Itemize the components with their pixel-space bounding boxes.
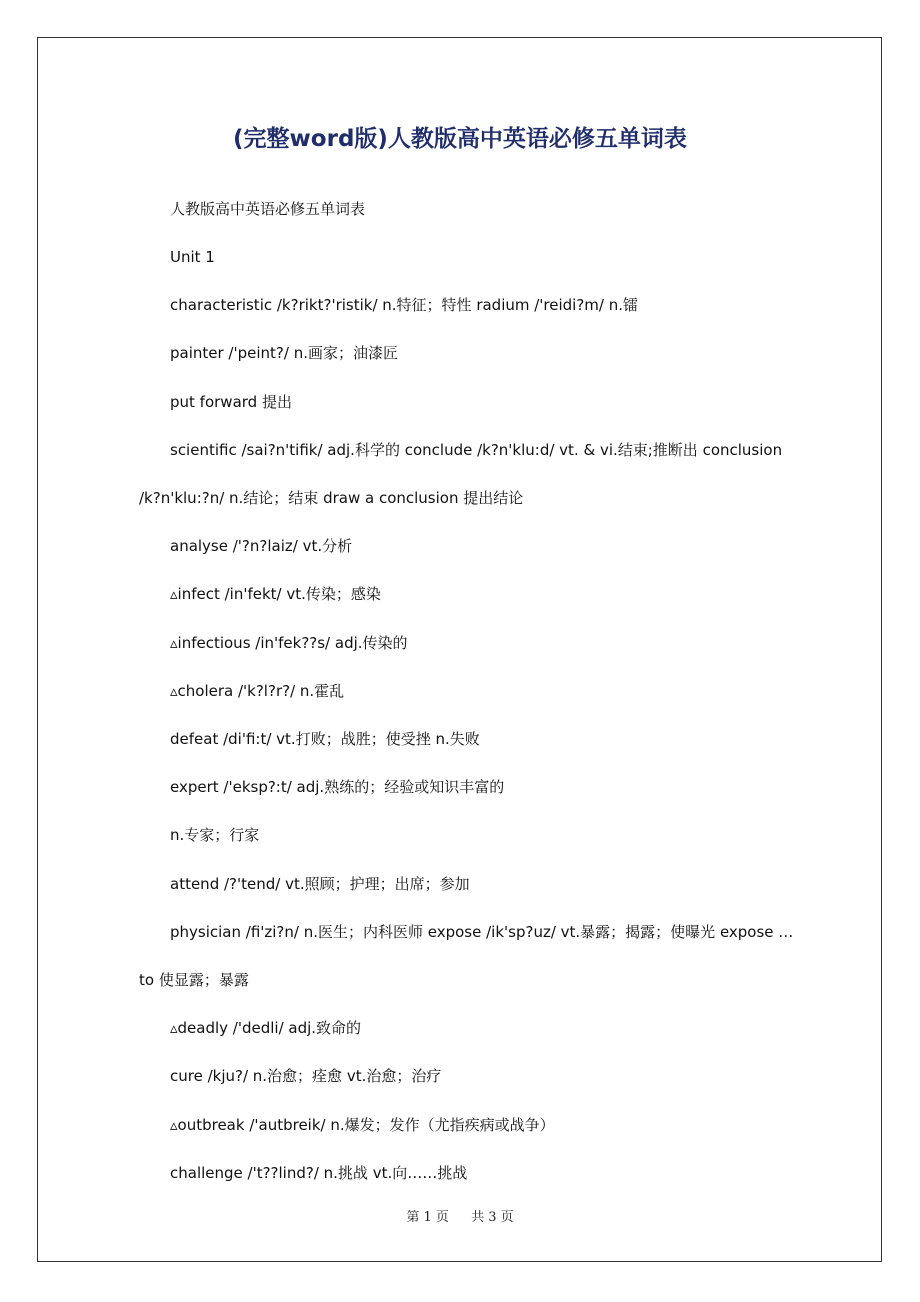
- text-line: cure /kju?/ n.治愈；痊愈 vt.治愈；治疗: [170, 1067, 442, 1085]
- text-line: Unit 1: [170, 248, 215, 266]
- text-line: analyse /'?n?laiz/ vt.分析: [170, 537, 353, 555]
- text-line: characteristic /k?rikt?'ristik/ n.特征；特性 radium /'reidi?m/ n.镭: [170, 296, 639, 314]
- text-line: ▵outbreak /'autbreik/ n.爆发；发作（尤指疾病或战争）: [170, 1116, 555, 1134]
- document-title: (完整word版)人教版高中英语必修五单词表: [233, 126, 687, 152]
- page-total: 共 3 页: [471, 1210, 514, 1225]
- page-border: [37, 37, 882, 1262]
- text-line: 人教版高中英语必修五单词表: [170, 200, 366, 218]
- text-line: ▵infectious /in'fek??s/ adj.传染的: [170, 634, 408, 652]
- text-line: ▵deadly /'dedli/ adj.致命的: [170, 1019, 362, 1037]
- page-footer: [0, 1206, 920, 1225]
- text-line: to 使显露；暴露: [139, 971, 249, 989]
- text-line: ▵cholera /'k?l?r?/ n.霍乱: [170, 682, 345, 700]
- text-line: attend /?'tend/ vt.照顾；护理；出席；参加: [170, 875, 470, 893]
- text-line: physician /fi'zi?n/ n.医生；内科医师 expose /ik'sp?uz/ vt.暴露；揭露；使曝光 expose …: [170, 923, 794, 941]
- text-line: scientific /sai?n'tifik/ adj.科学的 conclude /k?n'klu:d/ vt. & vi.结束;推断出 conclusion: [170, 441, 783, 459]
- text-line: ▵infect /in'fekt/ vt.传染；感染: [170, 585, 381, 603]
- text-line: expert /'eksp?:t/ adj.熟练的；经验或知识丰富的: [170, 778, 505, 796]
- text-line: defeat /di'fi:t/ vt.打败；战胜；使受挫 n.失败: [170, 730, 480, 748]
- text-line: put forward 提出: [170, 393, 292, 411]
- text-line: painter /'peint?/ n.画家；油漆匠: [170, 344, 398, 362]
- page-number: 第 1 页: [406, 1210, 449, 1225]
- text-line: challenge /'t??lind?/ n.挑战 vt.向……挑战: [170, 1164, 468, 1182]
- text-line: n.专家；行家: [170, 826, 260, 844]
- text-line: /k?n'klu:?n/ n.结论；结束 draw a conclusion 提出结论: [139, 489, 524, 507]
